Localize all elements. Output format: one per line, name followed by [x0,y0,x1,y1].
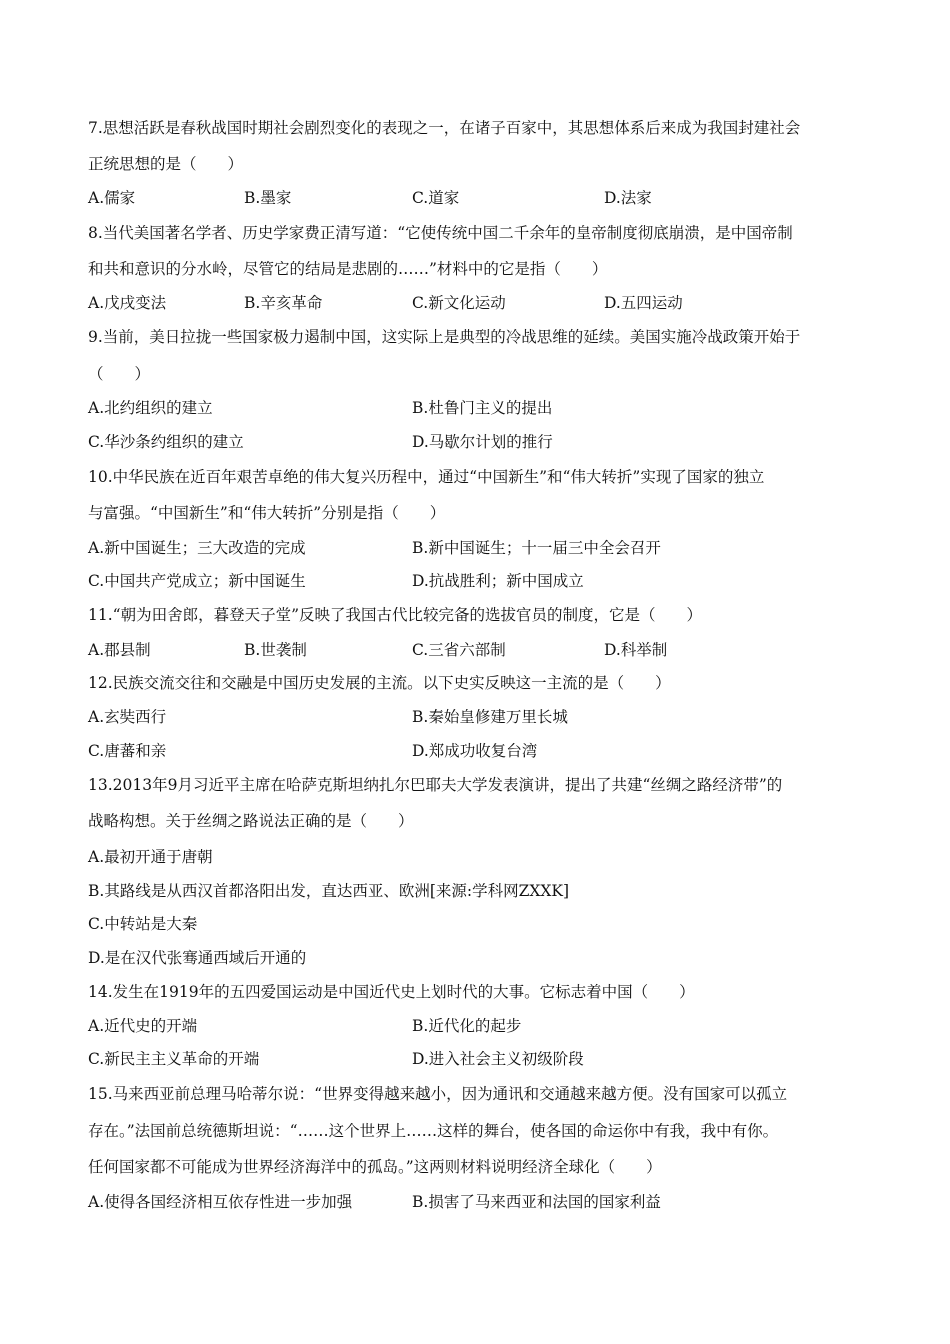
question-14-option-d: D.进入社会主义初级阶段 [412,1050,584,1068]
question-13-option-a: A.最初开通于唐朝 [88,848,213,866]
question-15-text-line-1: 15.马来西亚前总理马哈蒂尔说：“世界变得越来越小，因为通讯和交通越来越方便。没有国家可以孤立 [88,1085,788,1103]
question-13-option-c: C.中转站是大秦 [88,915,198,933]
question-7-option-b: B.墨家 [244,189,292,207]
question-13-option-d: D.是在汉代张骞通西域后开通的 [88,949,307,967]
question-10-option-c: C.中国共产党成立；新中国诞生 [88,572,306,590]
question-8-text-line-1: 8.当代美国著名学者、历史学家费正清写道：“它使传统中国二千余年的皇帝制度彻底崩溃，是中国帝制 [88,224,793,242]
question-12-option-d: D.郑成功收复台湾 [412,742,538,760]
question-13-option-b: B.其路线是从西汉首都洛阳出发，直达西亚、欧洲[来源:学科网ZXXK] [88,882,570,900]
question-8-option-c: C.新文化运动 [412,294,506,312]
question-15-text-line-3: 任何国家都不可能成为世界经济海洋中的孤岛。”这两则材料说明经济全球化（ ） [88,1158,662,1176]
question-7-option-a: A.儒家 [88,189,136,207]
question-7-option-c: C.道家 [412,189,460,207]
question-11-option-a: A.郡县制 [88,641,151,659]
question-15-option-b: B.损害了马来西亚和法国的国家利益 [412,1193,661,1211]
question-12-option-b: B.秦始皇修建万里长城 [412,708,568,726]
question-9-text-line-1: 9.当前，美日拉拢一些国家极力遏制中国，这实际上是典型的冷战思维的延续。美国实施冷战政策开始于 [88,328,801,346]
question-9-option-d: D.马歇尔计划的推行 [412,433,553,451]
question-15-option-a: A.使得各国经济相互依存性进一步加强 [88,1193,353,1211]
question-9-option-a: A.北约组织的建立 [88,399,213,417]
question-11-text-line-1: 11.“朝为田舍郎，暮登天子堂”反映了我国古代比较完备的选拔官员的制度，它是（ ） [88,606,703,624]
question-14-option-c: C.新民主主义革命的开端 [88,1050,260,1068]
question-11-option-b: B.世袭制 [244,641,307,659]
question-9-option-b: B.杜鲁门主义的提出 [412,399,553,417]
question-15-text-line-2: 存在。”法国前总统德斯坦说：“……这个世界上……这样的舞台，使各国的命运你中有我，我中有你。 [88,1122,779,1140]
question-11-option-d: D.科举制 [604,641,668,659]
question-10-text-line-1: 10.中华民族在近百年艰苦卓绝的伟大复兴历程中，通过“中国新生”和“伟大转折”实现了国家的独立 [88,468,765,486]
question-12-text-line-1: 12.民族交流交往和交融是中国历史发展的主流。以下史实反映这一主流的是（ ） [88,674,671,692]
question-7-option-d: D.法家 [604,189,652,207]
question-8-option-d: D.五四运动 [604,294,683,312]
question-10-option-d: D.抗战胜利；新中国成立 [412,572,584,590]
question-13-text-line-1: 13.2013年9月习近平主席在哈萨克斯坦纳扎尔巴耶夫大学发表演讲，提出了共建“丝绸之路经济带”的 [88,776,783,794]
question-9-text-line-2: （ ） [88,365,151,383]
question-14-option-a: A.近代史的开端 [88,1017,198,1035]
question-7-text-line-1: 7.思想活跃是春秋战国时期社会剧烈变化的表现之一，在诸子百家中，其思想体系后来成为我国封建社会 [88,119,801,137]
question-10-text-line-2: 与富强。“中国新生”和“伟大转折”分别是指（ ） [88,504,446,522]
question-14-text-line-1: 14.发生在1919年的五四爱国运动是中国近代史上划时代的大事。它标志着中国（ ） [88,983,695,1001]
question-13-text-line-2: 战略构想。关于丝绸之路说法正确的是（ ） [88,812,414,830]
question-8-option-a: A.戊戌变法 [88,294,167,312]
question-9-option-c: C.华沙条约组织的建立 [88,433,244,451]
question-12-option-a: A.玄奘西行 [88,708,167,726]
question-7-text-line-2: 正统思想的是（ ） [88,155,244,173]
question-10-option-b: B.新中国诞生；十一届三中全会召开 [412,539,661,557]
question-12-option-c: C.唐蕃和亲 [88,742,167,760]
question-11-option-c: C.三省六部制 [412,641,506,659]
question-8-option-b: B.辛亥革命 [244,294,323,312]
question-14-option-b: B.近代化的起步 [412,1017,522,1035]
question-8-text-line-2: 和共和意识的分水岭，尽管它的结局是悲剧的……”材料中的它是指（ ） [88,260,608,278]
question-10-option-a: A.新中国诞生；三大改造的完成 [88,539,306,557]
